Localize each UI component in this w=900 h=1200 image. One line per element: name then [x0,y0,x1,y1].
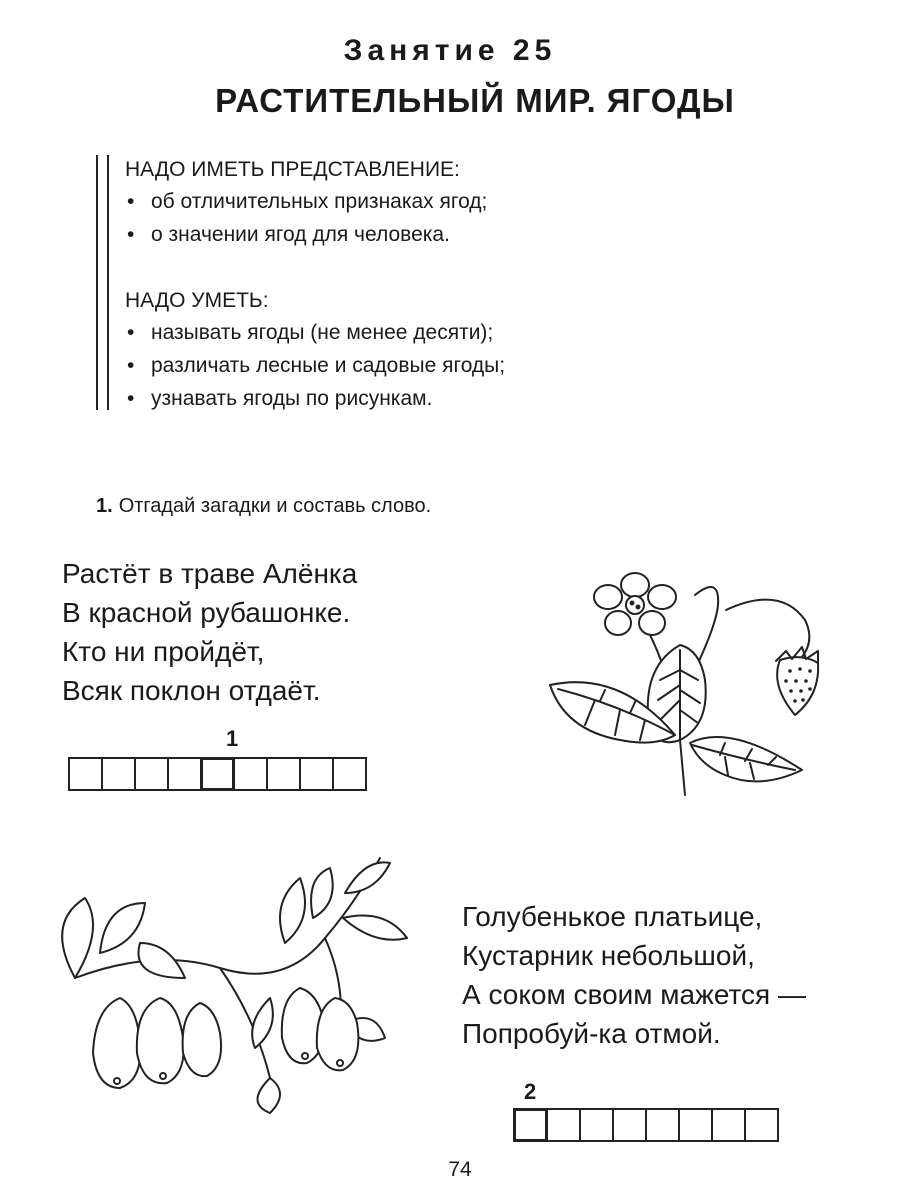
answer-cell[interactable] [711,1108,746,1142]
page-number: 74 [448,1158,472,1181]
strawberry-flower [594,573,676,635]
riddle-line: Растёт в траве Алёнка [62,558,358,589]
riddle-line: Попробуй-ка отмой. [462,1018,721,1049]
requirements-skills-title: НАДО УМЕТЬ: [125,289,269,312]
requirements-know-block [125,158,685,256]
answer-cell-key[interactable] [513,1108,548,1142]
answer-cell[interactable] [233,757,268,791]
answer-cell[interactable] [332,757,367,791]
answer-cell[interactable] [645,1108,680,1142]
requirements-skills-item: • называть ягоды (не менее десяти); [125,321,685,345]
answer-cell[interactable] [678,1108,713,1142]
answer-cell-key[interactable] [200,757,235,791]
answer-grid-2[interactable] [515,1108,779,1142]
answer-cell[interactable] [744,1108,779,1142]
requirements-know-item: • об отличительных признаках ягод; [125,190,685,214]
answer-cell[interactable] [266,757,301,791]
riddle-1-text [62,554,357,710]
grid-1-number: 1 [226,726,239,751]
requirements-skills-item: • узнавать ягоды по рисункам. [125,387,685,411]
task-instruction [96,495,431,518]
honeysuckle-berries [93,988,358,1088]
answer-cell[interactable] [68,757,103,791]
answer-cell[interactable] [579,1108,614,1142]
answer-cell[interactable] [134,757,169,791]
requirements-skills-block [125,289,685,420]
strawberry-berry [776,647,818,715]
requirements-skills-list [125,321,685,411]
grid-2-number: 2 [524,1079,537,1104]
riddle-line: Голубенькое платьице, [462,901,763,932]
requirements-know-list [125,190,685,247]
answer-cell[interactable] [546,1108,581,1142]
task-number: 1. [96,495,113,517]
riddle-line: А соком своим мажется — [462,979,806,1010]
lesson-title: РАСТИТЕЛЬНЫЙ МИР. ЯГОДЫ [215,82,735,119]
lesson-number: Занятие 25 [343,34,557,67]
honeysuckle-branch-illustration [45,848,435,1118]
task-text: Отгадай загадки и составь слово. [118,495,432,517]
strawberry-plant-illustration [540,565,840,805]
answer-cell[interactable] [167,757,202,791]
requirements-bar-outer [96,155,98,410]
requirements-know-item: • о значении ягод для человека. [125,223,685,247]
riddle-line: Кустарник небольшой, [462,940,755,971]
requirements-bar-inner [107,155,109,410]
riddle-line: Кто ни пройдёт, [62,636,265,667]
answer-cell[interactable] [299,757,334,791]
riddle-line: В красной рубашонке. [62,597,351,628]
requirements-skills-item: • различать лесные и садовые ягоды; [125,354,685,378]
requirements-know-title: НАДО ИМЕТЬ ПРЕДСТАВЛЕНИЕ: [125,158,460,181]
answer-cell[interactable] [101,757,136,791]
answer-grid-1[interactable] [70,757,367,791]
riddle-line: Всяк поклон отдаёт. [62,675,321,706]
answer-cell[interactable] [612,1108,647,1142]
riddle-2-text [462,897,806,1053]
